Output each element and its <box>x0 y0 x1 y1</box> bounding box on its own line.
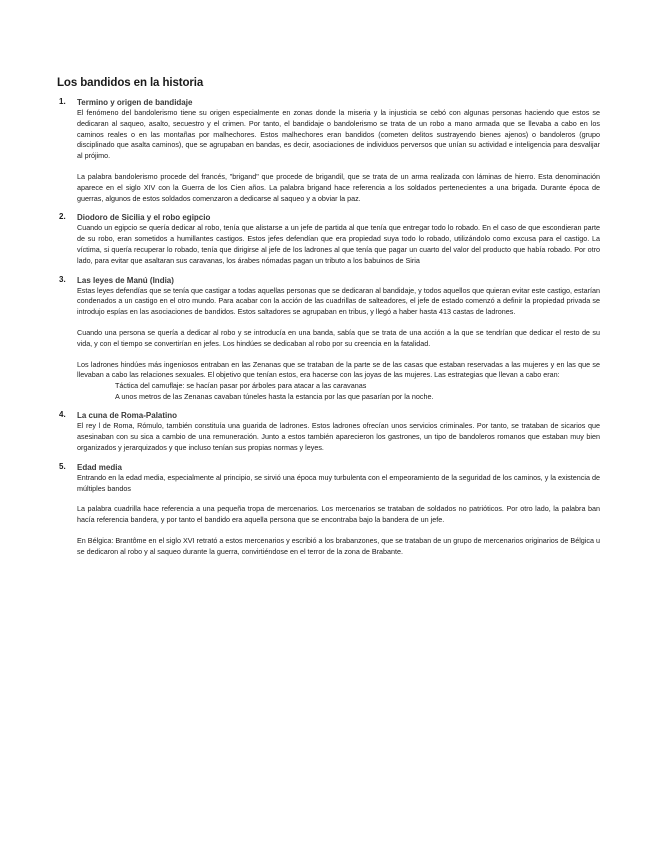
list-item: A unos metros de las Zenanas cavaban túneles hasta la estancia por las que pasarían por la noche. <box>115 391 434 401</box>
paragraph: El rey l de Roma, Rómulo, también constituía una guarida de ladrones. Estos ladrones ofrecían unos servicios criminales. Por tanto, se trataban de sicarios que asesinaban con su sica a cambio de una remuneración. Junto a estos también aparecieron los gastrones, un tipo de bandoleros romanos que estaban muy bien organizados y jerarquizados y que incluso tenían sus propias normas y leyes. <box>77 421 600 452</box>
section-number: 4. <box>59 410 66 420</box>
paragraph: En Bélgica: Brantôme en el siglo XVI retrató a estos mercenarios y escribió a los brabanzones, que se trataban de un grupo de mercenarios originarios de Bélgica u se dedicaron al robo y al saqueo durante la guerra, convirtiéndose en el terror de la zona de Brabante. <box>77 535 600 556</box>
section-title: Edad media <box>77 462 122 472</box>
paragraph: Entrando en la edad media, especialmente al principio, se sirvió una época muy turbulenta con el empeoramiento de la seguridad de los caminos, y la existencia de múltiples bandos <box>77 472 600 493</box>
paragraph: Estas leyes defendías que se tenía que castigar a todas aquellas personas que se dedicaran al bandidaje, y todos aquellos que quieran evitar este castigo, estarían condenados a un castigo en el otro mundo. Para acabar con la acción de las cuadrillas de salteadores, el jefe de estado comenzó a definir la propiedad privada se introdujo espías en las asociaciones de bandidos. Estos saltadores se agrupaban en tribus, y llegó a haber hasta 413 castas de ladrones. <box>77 285 600 317</box>
document-title: Los bandidos en la historia <box>57 77 204 89</box>
list-item: Táctica del camuflaje: se hacían pasar por árboles para atacar a las caravanas <box>115 381 367 391</box>
paragraph: Los ladrones hindúes más ingeniosos entraban en las Zenanas que se trataban de la parte se de las casas que estaban reservadas a las mujeres y en las que se llevaban a cabo las relaciones sexuales. El objetivo que tenían estos, era hacerse con las joyas de las mujeres. Las estrategias que llevan a cabo eran: <box>77 359 600 380</box>
paragraph: La palabra bandolerismo procede del francés, "brigand" que procede de brigandil, que se trata de un arma realizada con láminas de hierro. Esta denominación aparece en el siglo XIV con la Guerra de los Cien años. La palabra brigand hace referencia a los soldados pertenecientes a una brigada. Durante época de guerras, algunos de estos soldados comenzaron a dedicarse al saqueo y a obviar la paz. <box>77 171 600 203</box>
section-1 <box>57 97 600 204</box>
section-2 <box>57 212 600 266</box>
paragraph: Cuando una persona se quería a dedicar al robo y se introducía en una banda, sabía que se trata de una acción a la que se tendrían que dedicar el resto de su vida, y con el tiempo se convertirían en jefes. Los hindúes se dedicaban al robo por su creencia en la fatalidad. <box>77 327 600 348</box>
section-4 <box>57 410 600 453</box>
section-number: 5. <box>59 461 66 471</box>
section-title: Termino y origen de bandidaje <box>77 98 193 107</box>
section-5 <box>57 462 600 558</box>
section-title: La cuna de Roma-Palatino <box>77 411 178 421</box>
section-number: 3. <box>59 274 66 284</box>
paragraph: Cuando un egipcio se quería dedicar al robo, tenía que alistarse a un jefe de partida al que tenía que entregar todo lo robado. En el caso de que escondieran parte de su robo, eran sometidos a humillantes castigos. Estos jefes defendían que era propiedad suya todo lo robado, utilizándolo como excusa para el castigo. La víctima, si quería recuperar lo robado, tenía que dirigirse al jefe de los ladrones al que tenía que pagar un cuarto del valor del producto que había robado. Por otro lado, para evitar que asaltaran sus caravanas, los árabes nómadas pagan un tributo a los babuinos de Siria <box>77 223 600 265</box>
section-number: 1. <box>59 97 66 106</box>
paragraph: El fenómeno del bandolerismo tiene su origen especialmente en zonas donde la miseria y la injusticia se cebó con algunas personas haciendo que estos se dedicaran al saqueo, asalto, secuestro y el crimen. Por tanto, el bandidaje o bandolerismo se trata de un robo a mano armada que se llevaba a cabo en los caminos reales o en las montañas por malhechores. Estos malhechores eran bandidos (cometen delitos sustrayendo bienes ajenos) o bandoleros (grupo disciplinado que asalta caminos), que se agrupaban en bandas, es decir, asociaciones de individuos perversos que unían su actividad e inteligencia para desvalijar al prójimo. <box>77 108 600 161</box>
section-3 <box>57 275 600 403</box>
section-title: Diodoro de Sicilia y el robo egipcio <box>77 213 211 223</box>
paragraph: La palabra cuadrilla hace referencia a una pequeña tropa de mercenarios. Los mercenarios se trataban de soldados no patrióticos. Por otro lado, la palabra ban hacía referencia bandera, y por tanto el bandido era aquella persona que se encontraba bajo la bandera de un jefe. <box>77 504 600 525</box>
section-number: 2. <box>59 212 66 222</box>
section-title: Las leyes de Manú (India) <box>77 275 174 285</box>
